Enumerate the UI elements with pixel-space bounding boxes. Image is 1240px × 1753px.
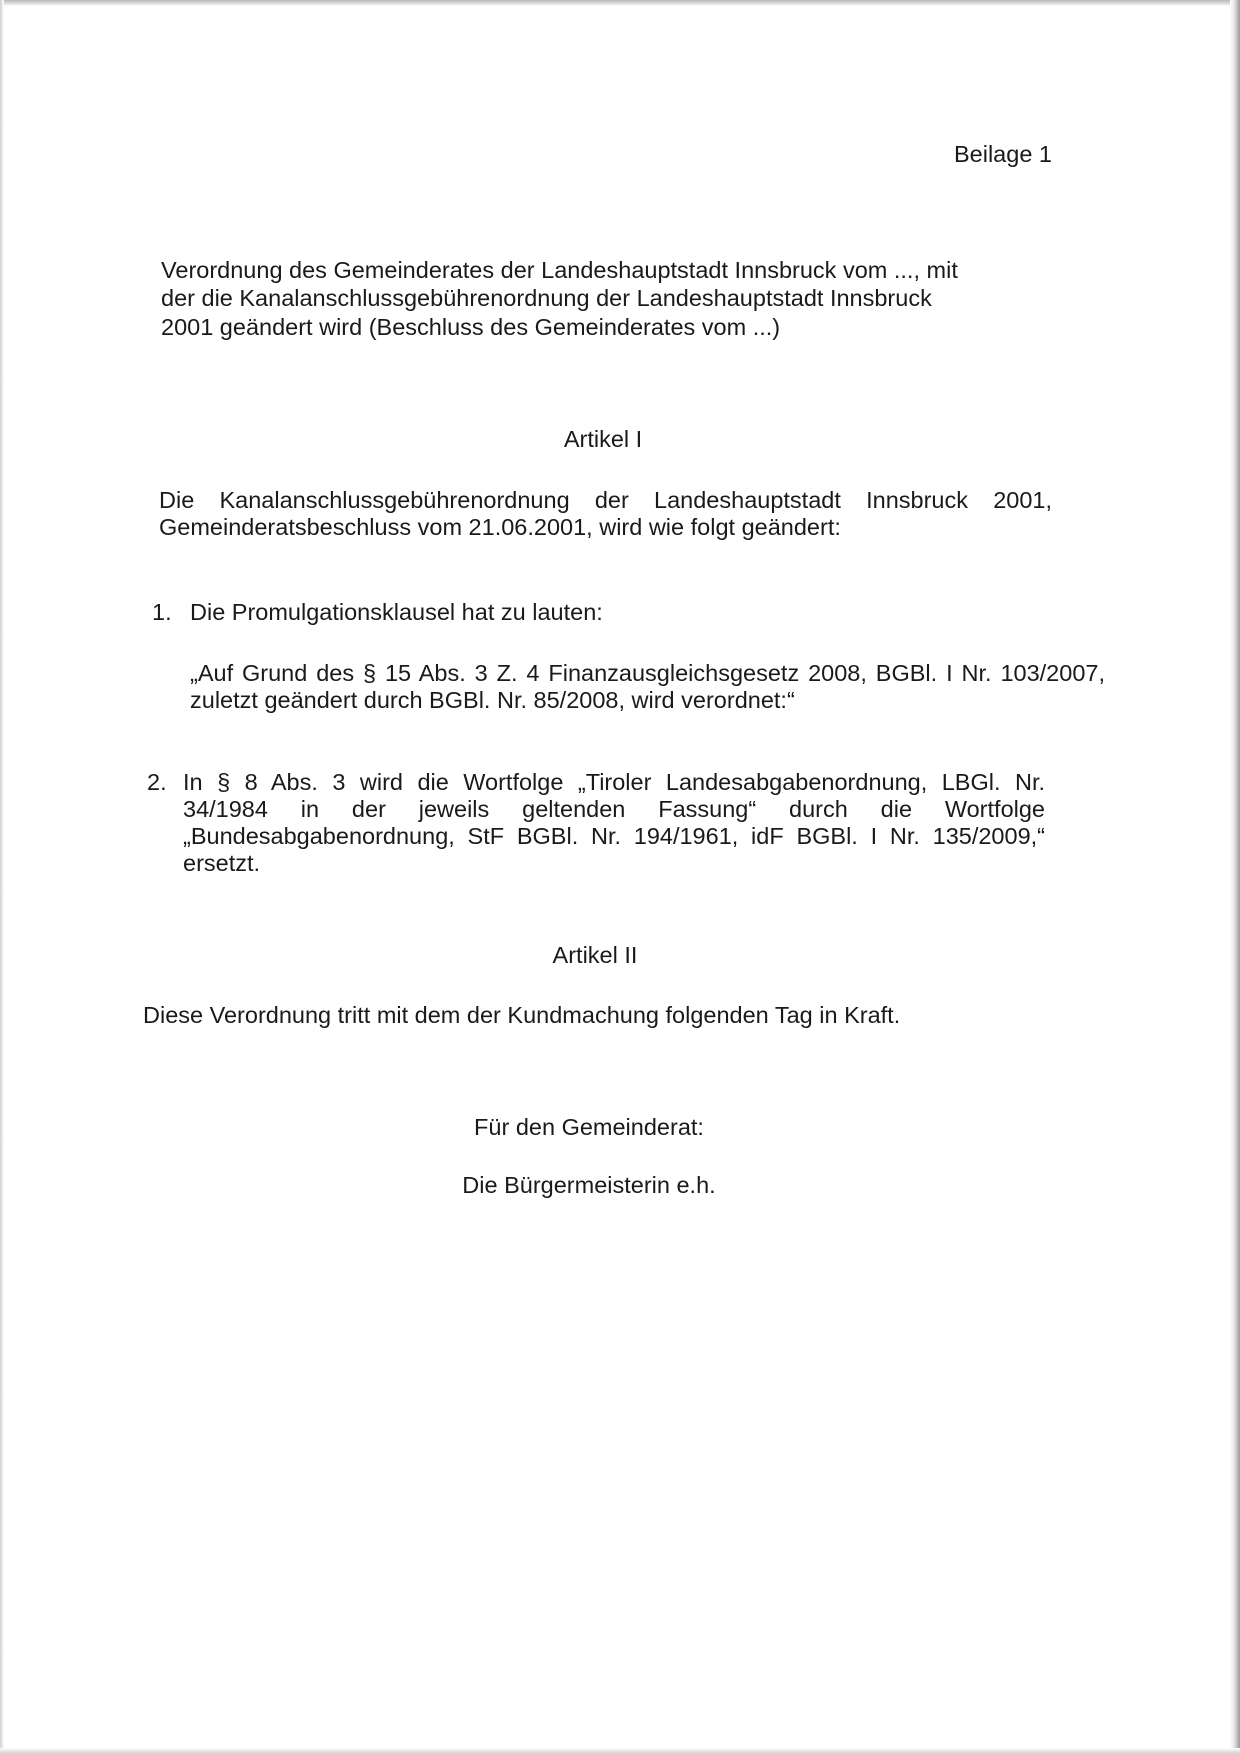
list-item-1-number: 1.: [152, 599, 172, 625]
signature-line-1: Für den Gemeinderat:: [474, 1114, 704, 1140]
list-item-1-text: Die Promulgationsklausel hat zu lauten:: [190, 599, 603, 625]
article-2-text: Diese Verordnung tritt mit dem der Kundmachung folgenden Tag in Kraft.: [143, 1002, 901, 1028]
title-line-3: 2001 geändert wird (Beschluss des Gemeinderates vom ...): [161, 314, 781, 340]
list-item-2-number: 2.: [147, 769, 167, 795]
scan-edge-right: [1230, 0, 1240, 1753]
list-item-2-text: In § 8 Abs. 3 wird die Wortfolge „Tiroler Landesabgabenordnung, LBGl. Nr. 34/1984 in der jeweils geltenden Fassung“ durch die Wortfolge „Bundesabgabenordnung, StF BGBl. Nr. 194/1961, idF BGBl. I Nr. 135/2009,“ ersetzt.: [183, 769, 1045, 876]
article-1-heading: Artikel I: [563, 426, 643, 452]
scan-edge-top: [0, 0, 1240, 6]
attachment-label: Beilage 1: [954, 141, 1052, 167]
scan-edge-bottom: [0, 1748, 1240, 1753]
promulgation-quote: „Auf Grund des § 15 Abs. 3 Z. 4 Finanzausgleichsgesetz 2008, BGBl. I Nr. 103/2007, zuletzt geändert durch BGBl. Nr. 85/2008, wird verordnet:“: [190, 660, 1105, 713]
article-2-heading: Artikel II: [552, 942, 638, 968]
article-1-intro: Die Kanalanschlussgebührenordnung der Landeshauptstadt Innsbruck 2001, Gemeinderatsbeschluss vom 21.06.2001, wird wie folgt geändert:: [159, 487, 1052, 540]
title-line-2: der die Kanalanschlussgebührenordnung der Landeshauptstadt Innsbruck: [161, 285, 932, 311]
signature-line-2: Die Bürgermeisterin e.h.: [462, 1172, 716, 1198]
title-line-1: Verordnung des Gemeinderates der Landeshauptstadt Innsbruck vom ..., mit: [161, 257, 958, 283]
scan-edge-left: [0, 0, 4, 1753]
